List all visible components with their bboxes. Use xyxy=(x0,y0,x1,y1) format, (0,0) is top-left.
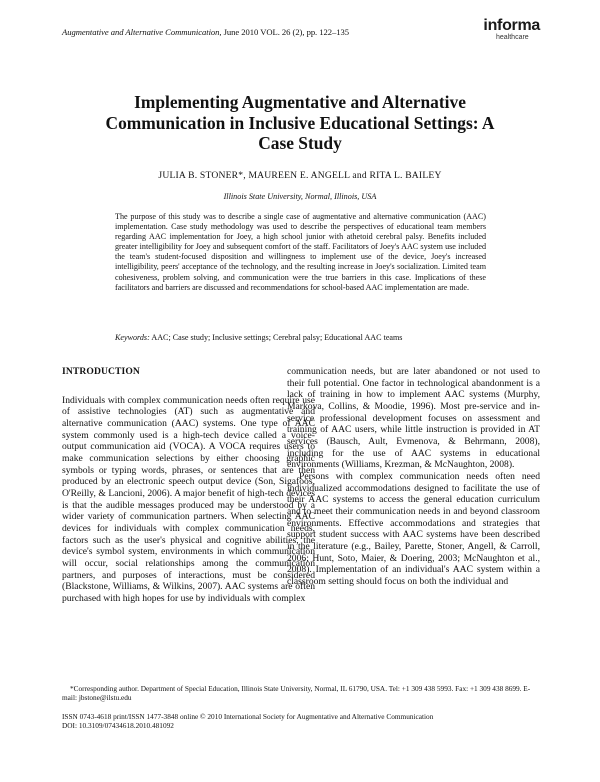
intro-paragraph-2: Persons with complex communication needs often need individualized accommodations designed to facilitate the use of their AAC systems to access the general education curriculum and to meet their communication needs in and beyond classroom environments. Effective accommodations and strategies that support student success with AAC systems have been described in the literature (e.g., Bailey, Parette, Stoner, Angell, & Carroll, 2006; Hunt, Soto, Maier, & Doering, 2003; McNaughton et al., 2008). Implementation of an individual's AAC system within a classroom setting should focus on both the individual and xyxy=(287,470,540,587)
keywords-list: AAC; Case study; Inclusive settings; Cerebral palsy; Educational AAC teams xyxy=(151,333,403,342)
article-title: Implementing Augmentative and Alternative Communication in Inclusive Educational Settings: A Case Study xyxy=(105,92,495,153)
intro-paragraph-1: Individuals with complex communication needs often require use of assistive technologies (AT) such as augmentative and alternative communication (AAC) systems. One type of AAC system commonly used is a high-tech device called a voice-output communication aid (VOCA). A VOCA requires users to make communication selections by either choosing graphic symbols or typing words, phrases, or sentences that are then produced by an electronic speech output device (Son, Sigafoos, O'Reilly, & Lancioni, 2006). A major benefit of high-tech devices is that the audible messages produced may be understood by a wider variety of communication partners. When selecting AAC devices for individuals with complex communication needs, factors such as the user's physical and cognitive abilities, the device's symbol system, environments in which communication will occur, social relationships among the communication partners, and purposes of interactions, must be considered (Blackstone, Williams, & Wilkins, 2007). AAC systems are often purchased with high hopes for use by individuals with complex xyxy=(62,394,315,604)
issn-line: ISSN 0743-4618 print/ISSN 1477-3848 online © 2010 International Society for Augmentative and Alternative Communication xyxy=(62,712,434,721)
intro-paragraph-1-continued: communication needs, but are later abandoned or not used to their full potential. One factor in technological abandonment is a lack of training in how to implement AAC systems (Murphy, Markova, Collins, & Moodie, 1996). Most pre-service and in-service professional development focuses on assessment and training of AAC users, while little instruction is provided in AT services (Bausch, Ault, Evmenova, & Behrmann, 2008), including for the use of AAC systems in educational environments (Williams, Krezman, & McNaughton, 2008). xyxy=(287,366,540,471)
keywords-label: Keywords: xyxy=(115,333,150,342)
journal-issue-details: , June 2010 VOL. 26 (2), pp. 122–135 xyxy=(219,27,349,37)
article-authors: JULIA B. STONER*, MAUREEN E. ANGELL and RITA L. BAILEY xyxy=(158,170,442,181)
logo-wordmark: informa xyxy=(483,17,540,34)
publication-info xyxy=(62,712,540,730)
journal-name: Augmentative and Alternative Communication xyxy=(62,27,220,37)
abstract: The purpose of this study was to describe a single case of augmentative and alternative communication (AAC) implementation. Case study methodology was used to describe the perspectives of educational team members regarding AAC implementation for Joey, a high school junior with athetoid cerebral palsy. Benefits included greater intelligibility for Joey and subsequent comfort of the staff. Facilitators of Joey's AAC system use included the team's student-focused disposition and willingness to implement use of the device, Joey's increased intelligibility, peers' acceptance of the technology, and the resulting increase in Joey's socialization. Limited team cohesiveness, problem solving, and communication were the true barriers in this case. Implications of these facilitators and barriers are discussed and recommendations for school-based AAC implementation are made. xyxy=(115,212,486,292)
doi-line: DOI: 10.3109/07434618.2010.481092 xyxy=(62,721,174,730)
publisher-logo xyxy=(470,18,540,42)
author-affiliation: Illinois State University, Normal, Illinois, USA xyxy=(223,192,377,201)
right-column xyxy=(287,366,540,587)
keywords-line xyxy=(115,333,486,342)
logo-subtitle: healthcare xyxy=(496,34,529,41)
section-heading-introduction: INTRODUCTION xyxy=(62,366,140,377)
running-header xyxy=(62,27,392,37)
corresponding-author-footnote: *Corresponding author. Department of Special Education, Illinois State University, Normal, IL 61790, USA. Tel: +1 309 438 5993. Fax: +1 309 438 8699. E-mail: jbstone@ilstu.edu xyxy=(62,684,531,702)
left-column xyxy=(62,366,315,604)
